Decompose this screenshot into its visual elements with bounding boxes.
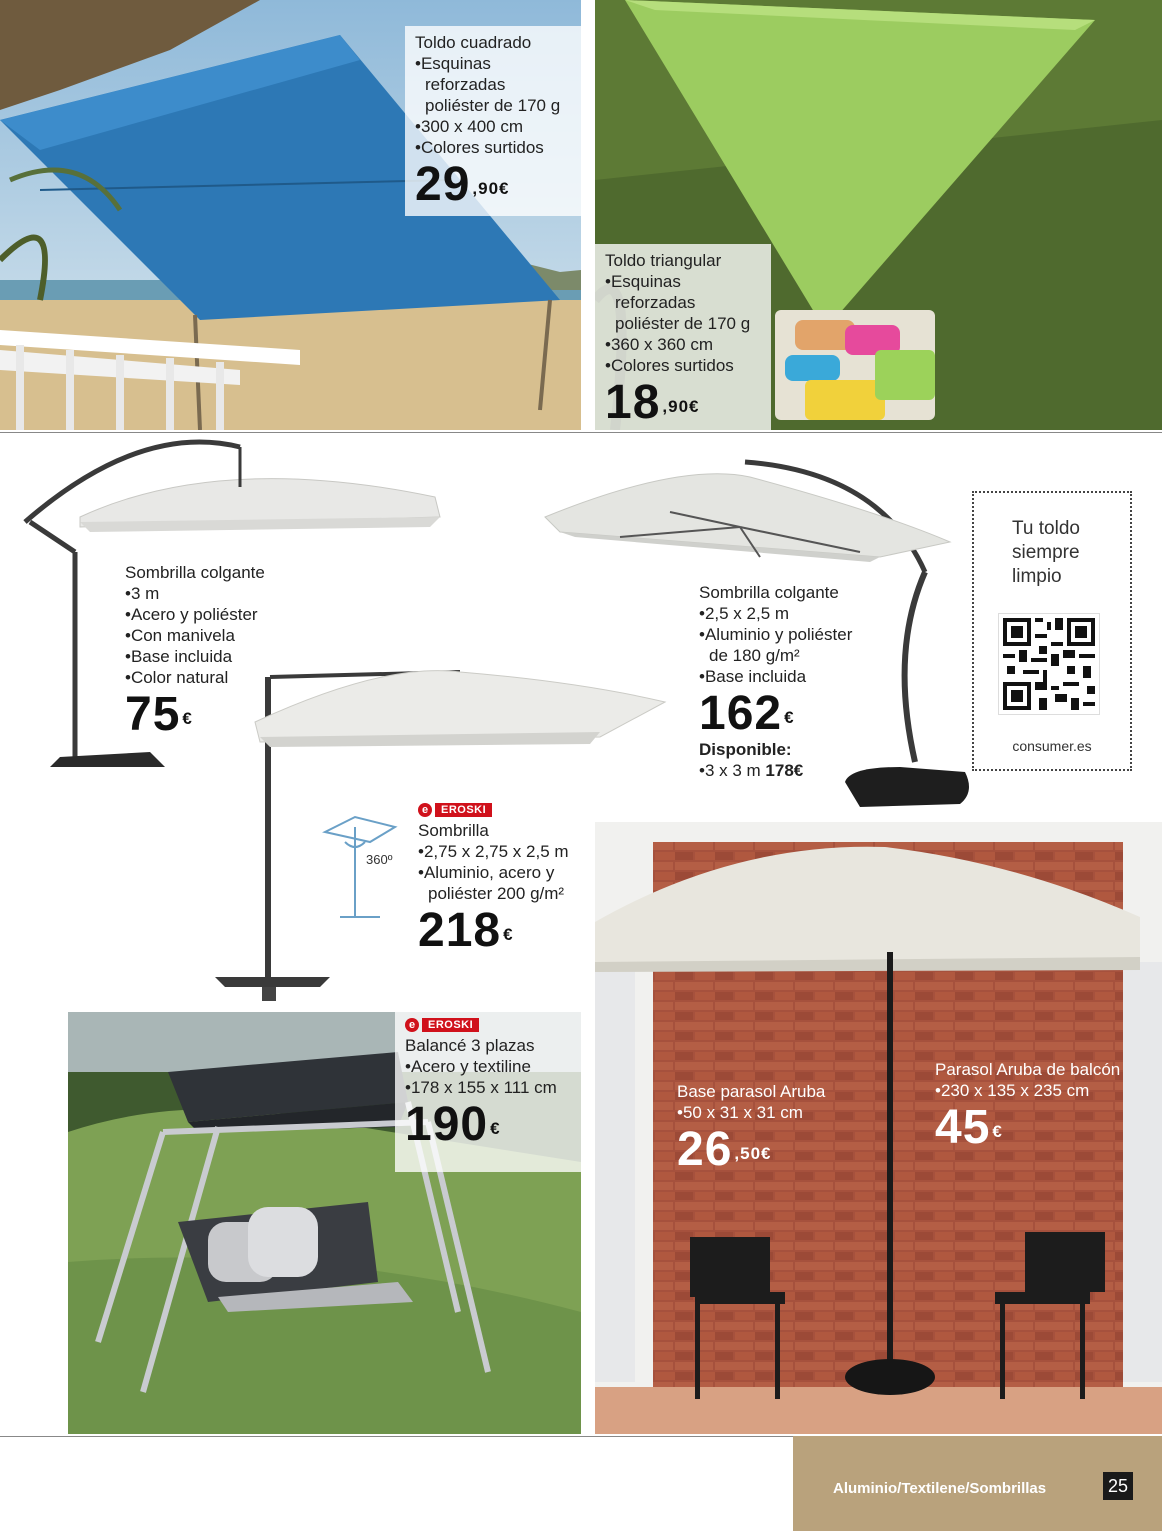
available-size: •3 x 3 m: [699, 761, 766, 780]
price-decimal: ,90€: [472, 179, 510, 198]
section-title: Aluminio/Textilene/Sombrillas: [833, 1480, 1047, 1497]
price-integer: 18: [605, 376, 661, 429]
footer-bar: [793, 1436, 1162, 1531]
info-balance: [395, 1012, 581, 1172]
info-sombrilla-colgante-3m: [125, 562, 345, 740]
qr-code-graphic: [999, 614, 1099, 714]
bullet: •230 x 135 x 235 cm: [935, 1081, 1090, 1100]
price-integer: 75: [125, 688, 181, 741]
info-toldo-cuadrado: [405, 26, 581, 216]
price: [125, 690, 345, 740]
promo-url[interactable]: consumer.es: [1012, 738, 1092, 754]
eroski-logo: [405, 1018, 571, 1032]
product-name: Sombrilla colgante: [699, 583, 839, 602]
bullet: •Acero y poliéster: [125, 605, 258, 624]
bullet: •Esquinas: [605, 272, 681, 291]
bullet: •178 x 155 x 111 cm: [405, 1078, 557, 1097]
brand-name: EROSKI: [422, 1018, 479, 1032]
brand-name: EROSKI: [435, 803, 492, 817]
price: [935, 1103, 1125, 1153]
bullet: •300 x 400 cm: [415, 117, 524, 136]
price-decimal: €: [784, 708, 795, 727]
eroski-logo: [418, 803, 598, 817]
price: [405, 1100, 571, 1150]
product-name: Base parasol Aruba: [677, 1082, 826, 1101]
price: [699, 689, 899, 739]
price-decimal: ,50€: [734, 1144, 772, 1163]
price-integer: 45: [935, 1101, 991, 1154]
available-label: Disponible:: [699, 740, 792, 759]
product-name: Toldo triangular: [605, 251, 722, 270]
price: [605, 378, 761, 428]
product-name: Toldo cuadrado: [415, 33, 532, 52]
bullet: •Aluminio y poliéster: [699, 625, 853, 644]
qr-code-icon[interactable]: [998, 613, 1100, 715]
bullet: •Acero y textiline: [405, 1057, 531, 1076]
page-number: 25: [1103, 1472, 1133, 1500]
available-option: [699, 760, 899, 781]
info-sombrilla-colgante-25: [699, 582, 899, 781]
price-integer: 190: [405, 1098, 489, 1151]
bullet: de 180 g/m²: [709, 646, 800, 665]
product-name: Balancé 3 plazas: [405, 1036, 535, 1055]
price-decimal: €: [992, 1122, 1003, 1141]
price-integer: 162: [699, 687, 783, 740]
price-decimal: €: [490, 1119, 501, 1138]
price: [677, 1125, 877, 1175]
eroski-e-icon: e: [418, 803, 432, 817]
bullet: •2,75 x 2,75 x 2,5 m: [418, 842, 569, 861]
price-integer: 26: [677, 1123, 733, 1176]
price: [415, 160, 571, 210]
bullet: reforzadas: [615, 293, 696, 312]
bullet: •Base incluida: [699, 667, 807, 686]
price-decimal: €: [503, 925, 514, 944]
product-name: Parasol Aruba de balcón: [935, 1060, 1121, 1079]
footer-divider: [0, 1436, 793, 1437]
promo-title: Tu toldo siempre limpio: [1012, 518, 1080, 587]
info-parasol-aruba: [935, 1059, 1125, 1153]
bullet: •360 x 360 cm: [605, 335, 714, 354]
eroski-e-icon: e: [405, 1018, 419, 1032]
info-toldo-triangular: [595, 244, 771, 430]
bullet: •2,5 x 2,5 m: [699, 604, 790, 623]
bullet: •Color natural: [125, 668, 229, 687]
bullet: •Esquinas: [415, 54, 491, 73]
price-integer: 29: [415, 158, 471, 211]
bullet: poliéster 200 g/m²: [428, 884, 565, 903]
price: [418, 906, 598, 956]
rotation-label: 360º: [366, 852, 393, 867]
product-name: Sombrilla colgante: [125, 563, 265, 582]
bullet: •50 x 31 x 31 cm: [677, 1103, 803, 1122]
price-decimal: ,90€: [662, 397, 700, 416]
bullet: reforzadas: [425, 75, 506, 94]
rotation-360-icon: [325, 817, 395, 917]
promo-box: [972, 491, 1132, 771]
bullet: poliéster de 170 g: [425, 96, 561, 115]
bullet: •Colores surtidos: [605, 356, 734, 375]
product-name: Sombrilla: [418, 821, 489, 840]
bullet: poliéster de 170 g: [615, 314, 751, 333]
price-integer: 218: [418, 904, 502, 957]
info-base-parasol: [677, 1081, 877, 1175]
bullet: •Colores surtidos: [415, 138, 544, 157]
price-decimal: €: [182, 709, 193, 728]
bullet: •Aluminio, acero y: [418, 863, 555, 882]
available-price: 178€: [765, 761, 804, 780]
bullet: •Con manivela: [125, 626, 235, 645]
bullet: •Base incluida: [125, 647, 233, 666]
bullet: •3 m: [125, 584, 160, 603]
info-sombrilla-eroski: [418, 803, 598, 956]
